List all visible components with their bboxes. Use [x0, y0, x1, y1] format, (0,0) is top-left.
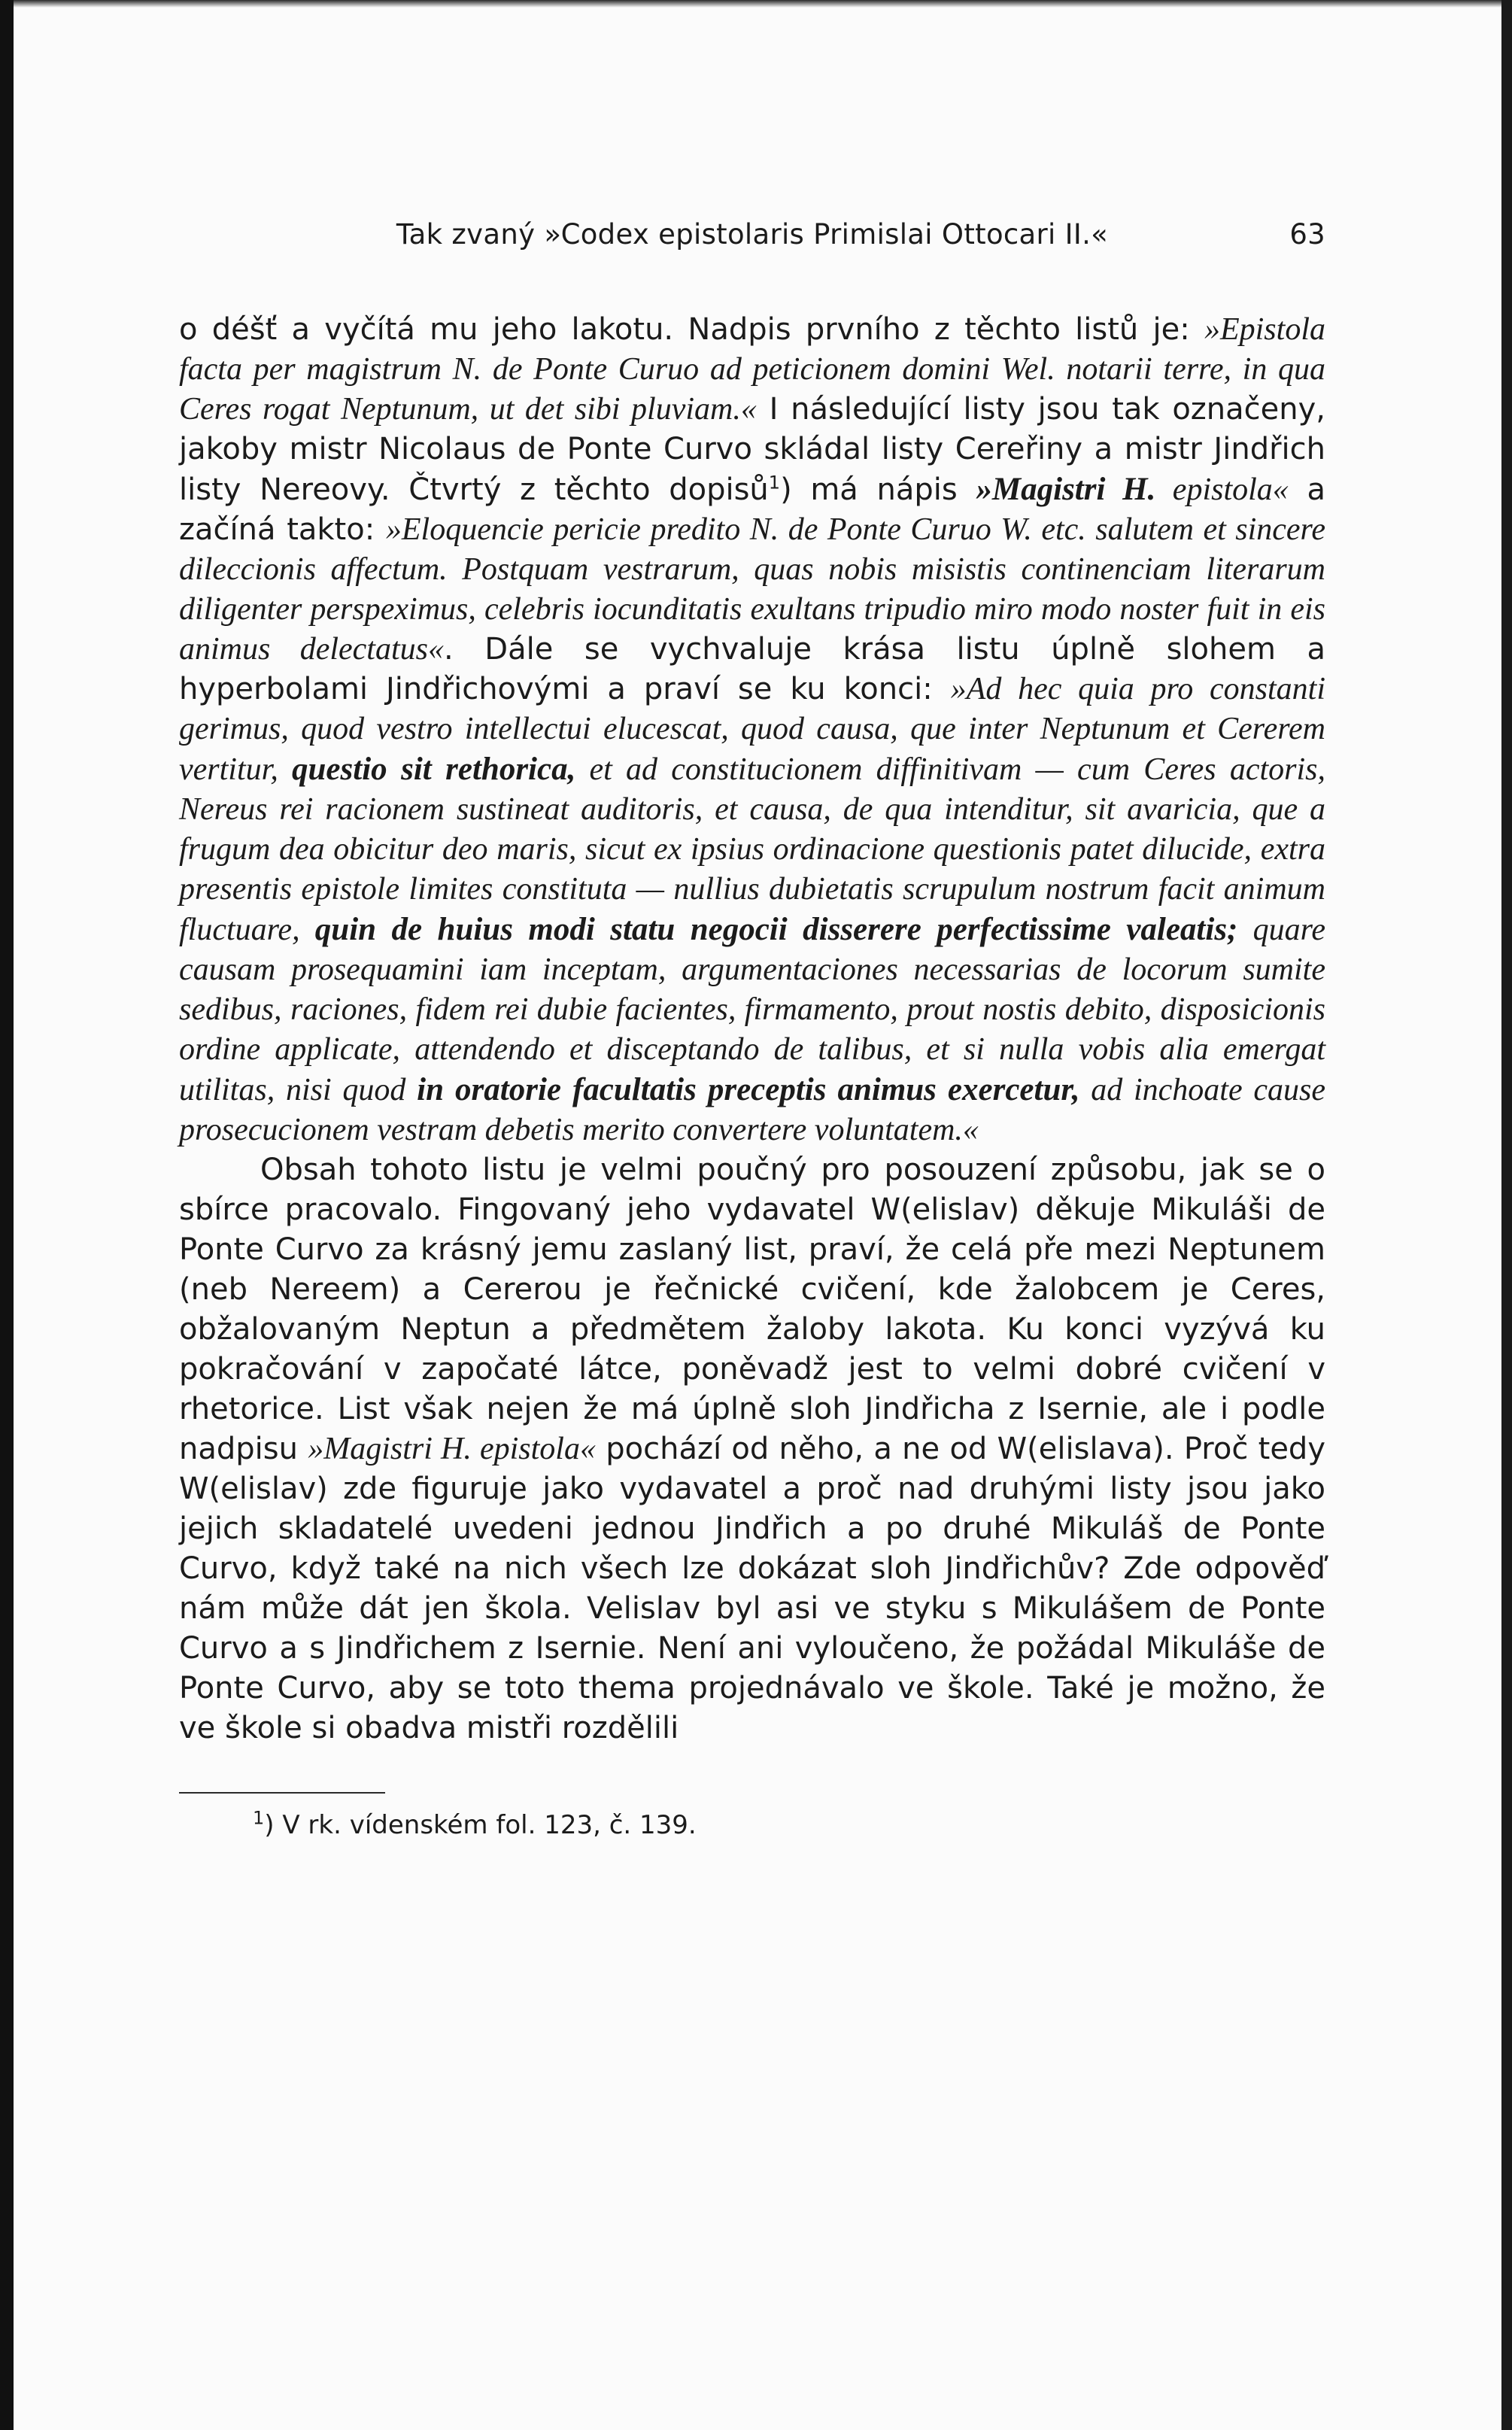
- footnote-marker: 1: [253, 1807, 265, 1829]
- text-span: I následující listy jsou tak označeny, jakoby mistr Nicolaus de Ponte Curvo skládal listy Cereřiny a mistr Jindřich listy Nereovy. Čtvrtý z těchto dopisů: [179, 392, 1325, 507]
- text-span: . Dále se vychvaluje krása listu úplně slohem a hyperbolami Jindřichovými a praví se ku konci:: [179, 632, 1326, 706]
- latin-quote: »Ad hec quia pro constanti gerimus, quod vestro intellectui elucescat, quod causa, que inter Neptunum et Cererem vertitur,: [179, 672, 1326, 787]
- bold-italic-title: »Magistri H.: [976, 472, 1156, 507]
- running-title: Tak zvaný »Codex epistolaris Primislai Ottocari II.«: [396, 218, 1109, 251]
- text-span: ) má nápis: [780, 472, 976, 507]
- text-span: a začíná takto:: [179, 472, 1326, 547]
- latin-quote: »Epistola facta per magistrum N. de Ponte Curuo ad peticionem domini Wel. notarii terre, in qua Ceres rogat Neptunum, ut det sibi pluviam.«: [179, 312, 1325, 427]
- emphasis: in oratorie facultatis preceptis animus exercetur,: [417, 1072, 1080, 1107]
- emphasis: questio sit rethorica,: [292, 752, 576, 787]
- scan-edge-right: [1501, 0, 1512, 2430]
- footnote-text: ) V rk. vídenském fol. 123, č. 139.: [264, 1810, 697, 1840]
- latin-quote: »Magistri H. epistola«: [308, 1432, 596, 1466]
- latin-quote: et ad constitucionem diffinitivam — cum Ceres actoris, Nereus rei racionem sustineat auditoris, et causa, de qua intenditur, sit avaricia, que a frugum dea obicitur deo maris, sicut ex ipsius ordinacione questionis patet dilucide, extra presentis epistole limites constituta — nullius dubietatis scrupulum nostrum facit animum fluctuare,: [179, 752, 1325, 947]
- footnote-ref: 1: [768, 472, 781, 494]
- paragraph-2: [179, 1150, 1325, 1748]
- scan-edge-top: [0, 0, 1512, 8]
- text-span: pochází od něho, a ne od W(elislava). Proč tedy W(elislav) zde figuruje jako vydavatel a proč nad druhými listy jsou jako jejich skladatelé uvedeni jednou Jindřich a po druhé Mikuláš de Ponte Curvo, když také na nich všech lze dokázat sloh Jindřichův? Zde odpověď nám může dát jen škola. Velislav byl asi ve styku s Mikulášem de Ponte Curvo a s Jindřichem z Isernie. Není ani vyloučeno, že požádal Mikuláše de Ponte Curvo, aby se toto thema projednávalo ve škole. Také je možno, že ve škole si obadva mistři rozdělili: [179, 1432, 1325, 1745]
- paragraph-1: [179, 310, 1325, 1150]
- footnote-divider: [179, 1792, 385, 1794]
- page-content: [179, 218, 1325, 1842]
- latin-quote: quare causam prosequamini iam inceptam, argumentaciones necessarias de locorum sumite sedibus, raciones, fidem rei dubie facientes, firmamento, prout nostis debito, disposicionis ordine applicate, attendendo et disceptando de talibus, et si nulla vobis alia emergat utilitas, nisi quod: [179, 913, 1325, 1107]
- footnote: [253, 1809, 1325, 1842]
- body-text: [179, 310, 1325, 1748]
- scan-edge-left: [0, 0, 14, 2430]
- text-span: o déšť a vyčítá mu jeho lakotu. Nadpis prvního z těchto listů je:: [179, 312, 1204, 347]
- page-number: 63: [1289, 218, 1325, 251]
- text-span: Obsah tohoto listu je velmi poučný pro posouzení způsobu, jak se o sbírce pracovalo. Fingovaný jeho vydavatel W(elislav) děkuje Mikuláši de Ponte Curvo za krásný jemu zaslaný list, praví, že celá pře mezi Neptunem (neb Nereem) a Cererou je řečnické cvičení, kde žalobcem je Ceres, obžalovaným Neptun a předmětem žaloby lakota. Ku konci vyzývá ku pokračování v započaté látce, poněvadž jest to velmi dobré cvičení v rhetorice. List však nejen že má úplně sloh Jindřicha z Isernie, ale i podle nadpisu: [179, 1153, 1325, 1466]
- latin-quote: »Eloquencie pericie predito N. de Ponte Curuo W. etc. salutem et sincere dileccionis affectum. Postquam vestrarum, quas nobis misistis continenciam literarum diligenter perspeximus, celebris iocunditatis exultans tripudio miro modo noster fuit in eis animus delectatus«: [179, 512, 1325, 667]
- latin-quote: ad inchoate cause prosecucionem vestram debetis merito convertere voluntatem.«: [179, 1073, 1326, 1147]
- emphasis: quin de huius modi statu negocii disserere perfectissime valeatis;: [314, 912, 1238, 947]
- latin-quote: epistola«: [1155, 472, 1289, 507]
- running-head: [179, 218, 1325, 263]
